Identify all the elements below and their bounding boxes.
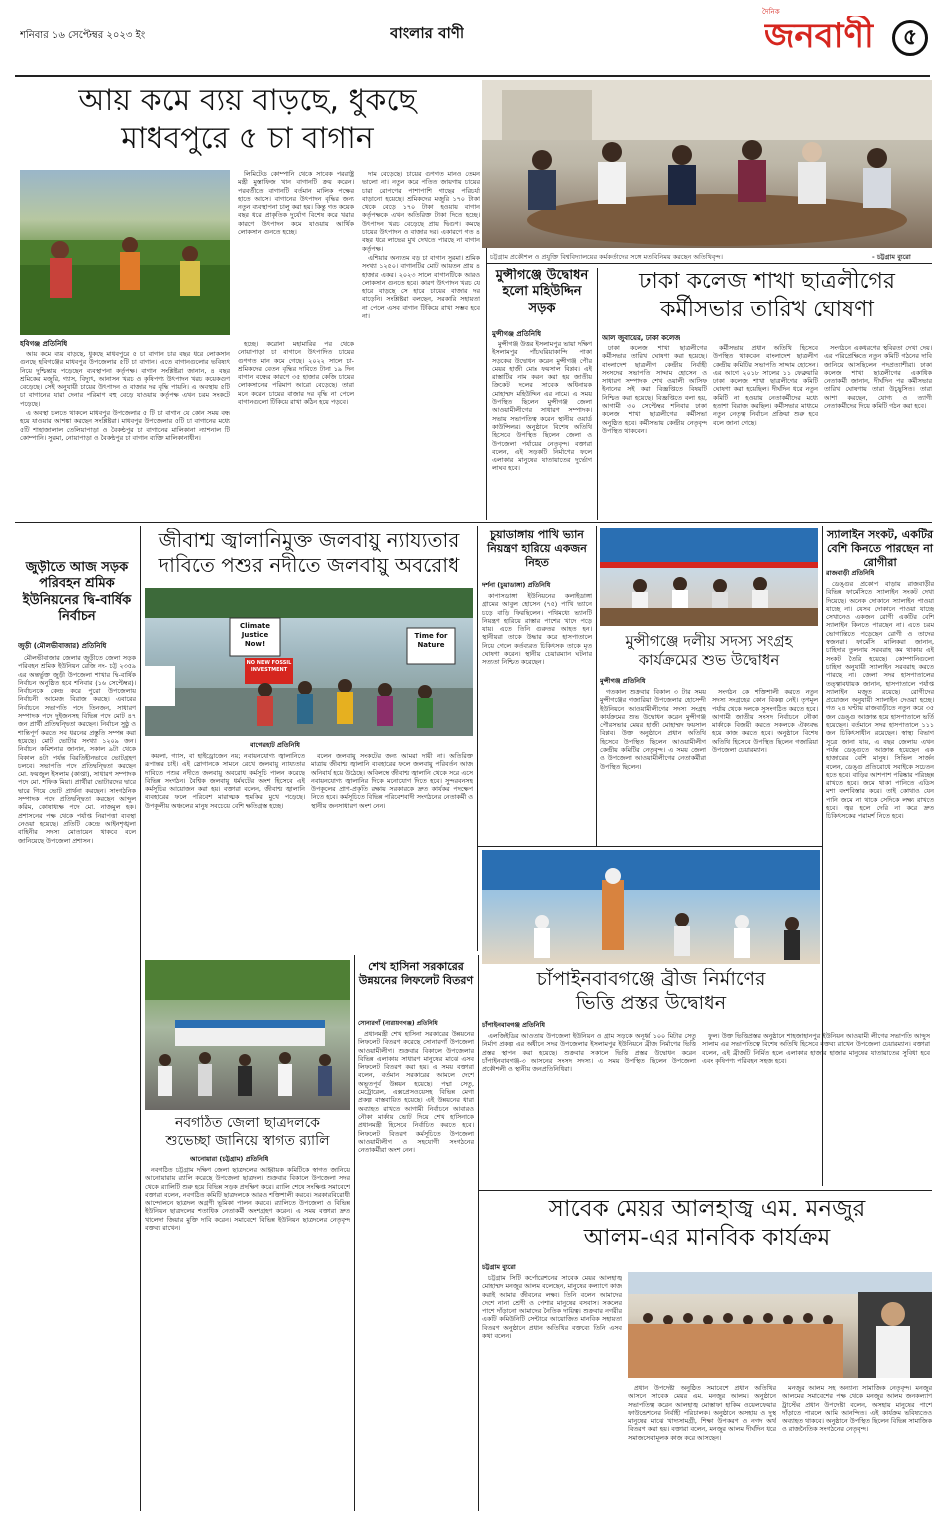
tea-pickers-illustration <box>20 170 230 335</box>
membership-photo <box>600 528 818 626</box>
fossil-headline-line2: দাবিতে পশুর নদীতে জলবায়ু অবরোধ <box>158 553 460 577</box>
fossil-headline <box>145 528 473 578</box>
rally-rule <box>354 955 355 1511</box>
mayor-event-photo <box>628 1272 932 1378</box>
logo-main-text <box>764 16 874 56</box>
leaflet-byline: সোনারগাঁ (নারায়ণগঞ্জ) প্রতিনিধি <box>358 1020 438 1027</box>
meeting-photo <box>482 80 932 248</box>
tea-headline-line1: আয় কমে ব্যয় বাড়ছে, ধুকছে <box>78 83 417 118</box>
mayor-col1-text: চট্টগ্রাম সিটি কর্পোরেশনের সাবেক মেয়র আলহাজ্ব মোহাম্মদ মনজুর আলম বলেছেন, মানুষের কল্যাণে কাজ করাই আমার জীবনের লক্ষ্য। তিনি বলেন আমাদের দেশে নানা শ্রেণী ও পেশার মানুষের বসবাস। সকলের পাশে দাঁড়ানো আমাদের নৈতিক দায়িত্ব। শুক্রবার নগরীর একটি কমিউনিটি সেন্টারে আয়োজিত মানবিক সহায়তা বিতরণ অনুষ্ঠানে প্রধান অতিথির বক্তব্যে তিনি এসব কথা বলেন। <box>482 1274 622 1341</box>
leaflet-headline: শেখ হাসিনা সরকারের উন্নয়নের লিফলেট বিতরণ <box>358 960 474 987</box>
tea-headline <box>15 82 480 157</box>
section-title: বাংলার বাণী <box>390 24 465 42</box>
bridge-illustration <box>482 850 820 964</box>
tea-garden-photo <box>20 170 230 335</box>
bridge-col-2 <box>702 1032 930 1187</box>
mayor-byline: চট্টগ্রাম ব্যুরো <box>482 1263 516 1271</box>
membership-illustration <box>600 528 818 626</box>
dhaka-headline-line1: ঢাকা কলেজ শাখা ছাত্রলীগের <box>638 269 896 294</box>
tea-col3b-para: এশিয়ার অন্যতম বড় চা বাগান সুরমা। শ্রমিক সংখ্যা ১২৫০। বাগানটির মোট আয়তন প্রায় ৪ হাজার একর। ২০২৩ সালে বাগানটিকে আরও লোকসান গুনতে হবে। কারণ উৎপাদন খরচ যে হারে বাড়ছে সে হারে চায়ের বাজার দর বাড়েনি। সংশ্লিষ্টরা বলছেন, সরকারি সহায়তা না পেলে এসব বাগান টিকিয়ে রাখা সম্ভব হবে না। <box>362 253 480 321</box>
membership-col-1 <box>600 688 706 838</box>
photo-rule <box>486 263 932 264</box>
rally-body <box>145 1166 350 1511</box>
saline-body-text: ডেঙ্গুর প্রকোপ বাড়ায় রাজবাড়ীর বিভিন্ন ফার্মেসিতে স্যালাইন সংকট দেখা দিয়েছে। অনেক দোকানে স্যালাইন পাওয়া যাচ্ছে না। যেসব দোকানে পাওয়া যাচ্ছে সেখানেও একজন রোগী একটির বেশি স্যালাইন কিনতে পারছেন না। এতে চরম ভোগান্তিতে পড়েছেন রোগী ও তাদের স্বজনরা। ফার্মেসি মালিকরা জানান, চাহিদার তুলনায় সরবরাহ কম থাকায় এই সংকট তৈরি হয়েছে। কোম্পানিগুলো চাহিদা অনুযায়ী স্যালাইন সরবরাহ করতে পারছে না। জেলা সদর হাসপাতালের তত্ত্বাবধায়ক জানান, হাসপাতালে পর্যাপ্ত স্যালাইন মজুত রয়েছে। রোগীদের প্রয়োজন অনুযায়ী স্যালাইন দেওয়া হচ্ছে। গত ২৪ ঘণ্টায় রাজবাড়ীতে নতুন করে ৩৫ জন ডেঙ্গু আক্রান্ত হয়ে হাসপাতালে ভর্তি হয়েছেন। বর্তমানে সদর হাসপাতালে ১১১ জন চিকিৎসাধীন রয়েছেন। স্বাস্থ্য বিভাগ সূত্রে জানা যায়, এ বছর জেলায় এখন পর্যন্ত ডেঙ্গুতে আক্রান্ত হয়েছেন এক হাজারের বেশি মানুষ। সিভিল সার্জন বলেন, ডেঙ্গু প্রতিরোধে সবাইকে সচেতন হতে হবে। বাড়ির আশপাশ পরিষ্কার পরিচ্ছন্ন রাখতে হবে। জমে থাকা পানিতে এডিস মশা বংশবিস্তার করে। তাই কোথাও যেন পানি জমে না থাকে সেদিকে লক্ষ্য রাখতে হবে। জ্বর হলে দেরি না করে দ্রুত চিকিৎসকের পরামর্শ নিতে হবে। <box>826 580 934 821</box>
workers-body <box>18 654 136 1509</box>
tea-col1-para: আয় কমে ব্যয় বাড়ছে, ধুকছে মাধবপুরে ৫ চা বাগান চার বছর ধরে লোকসান গুনছে হবিগঞ্জের মাধবপুর উপজেলার ৫টি চা বাগান। এতে বাগানগুলোর ভবিষ্যৎ নিয়ে দুশ্চিন্তায় পড়েছেন ব্যবস্থাপনা কর্তৃপক্ষ। বাগান সংশ্লিষ্টরা জানান, ৪ বছর শ্রমিকের মজুরি, গ্যাস, বিদ্যুৎ, আনাসন খরচ ও কৃষিপণ্য উৎপাদন খরচ কয়েকগুণ বেড়েছে। সেই অনুযায়ী চায়ের উৎপাদন ও বাজার দর বৃদ্ধি পায়নি। এ অবস্থায় ৫টি চা বাগানের যারা দেনার পরিমাণ বহু বেড়ে যাওয়ায় কর্তৃপক্ষ এখন চরম সংকটে পড়েছে। <box>20 350 230 408</box>
masthead-rule <box>15 75 930 77</box>
road-body <box>492 340 592 520</box>
bridge-ceremony-photo <box>482 850 820 964</box>
road-body-text: মুন্সীগঞ্জ উত্তর ইসলামপুর ভায়া দক্ষিণ ইসলামপুর পাঁচঘরিয়াকান্দি পাকা সড়কের উদ্বোধন করেন মুন্সীগঞ্জ পৌর মেয়র হাজী মোঃ ফয়সাল বিপ্লব। এই রাস্তাটির নাম করন করা হয় জাতীয় ক্রিকেট দলের সাবেক অধিনায়ক মোহাম্মদ মহিউদ্দিন এর নামে। এ সময় উপস্থিত ছিলেন মুন্সীগঞ্জ জেলা আওয়ামীলীগের সাধারণ সম্পাদক। সভায় সভাপতিত্ব করেন স্থানীয় ওয়ার্ড কাউন্সিলর। অনুষ্ঠানে বিশেষ অতিথি হিসেবে উপস্থিত ছিলেন জেলা ও উপজেলা পর্যায়ের নেতৃবৃন্দ। বক্তারা বলেন, এই সড়কটি নির্মাণের ফলে এলাকার মানুষের যাতায়াতের দুর্ভোগ লাঘব হবে। <box>492 340 592 473</box>
mayor-headline-line1: সাবেক মেয়র আলহাজ্ব এম. মনজুর <box>548 1196 866 1222</box>
bird-body-text: কাপাসডাঙ্গা ইউনিয়নের কলাইডাঙ্গা গ্রামের আবুল হোসেন (৭৫) পাখি ভ্যানে চড়ে বাড়ি ফিরছিলেন। পথিমধ্যে ভ্যানটি নিয়ন্ত্রণ হারিয়ে রাস্তার পাশের খাদে পড়ে যায়। এতে তিনি গুরুতর আহত হন। স্থানীয়রা তাকে উদ্ধার করে হাসপাতালে নিয়ে গেলে কর্তব্যরত চিকিৎসক তাকে মৃত ঘোষণা করেন। স্থানীয় চেয়ারম্যান ঘটনার সত্যতা নিশ্চিত করেছেন। <box>482 592 592 667</box>
dhaka-col2-text: কর্মীসভায় প্রধান অতিথি হিসেবে উপস্থিত থাকবেন বাংলাদেশ ছাত্রলীগ কেন্দ্রীয় কমিটির সভাপতি সাদ্দাম হোসেন। এর আগে ২০১৮ সালের ১১ ফেব্রুয়ারি ঢাকা কলেজ শাখা ছাত্রলীগের কমিটি ঘোষণা করা হয়েছিল। দীর্ঘদিন ধরে নতুন কমিটি না হওয়ায় নেতাকর্মীদের মধ্যে হতাশা বিরাজ করছিল। কর্মীসভার মাধ্যমে নতুন নেতৃত্ব নির্বাচন প্রক্রিয়া শুরু হবে বলে জানা গেছে। <box>713 344 818 427</box>
page-number: ৫ <box>892 20 928 56</box>
fossil-col-1 <box>145 752 305 947</box>
rally-headline-line2: শুভেচ্ছা জানিয়ে স্বাগত র‍্যালি <box>165 1132 330 1149</box>
membership-col2-text: সংগঠন কে শক্তিশালী করতে নতুন সদস্য সংগ্রহের কোন বিকল্প নেই। তৃণমূল পর্যায় থেকে দলকে সুসংগঠিত করতে হবে। আগামী জাতীয় সংসদ নির্বাচনে নৌকা মার্কাকে বিজয়ী করতে সকলকে ঐক্যবদ্ধ হয়ে কাজ করতে হবে। অনুষ্ঠানে বিশেষ অতিথি হিসেবে উপস্থিত ছিলেন গজারিয়া উপজেলা চেয়ারম্যান। <box>712 688 818 755</box>
saline-headline: স্যালাইন সংকট, একটির বেশি কিনতে পারছেন না রোগীরা <box>826 528 934 569</box>
fossil-headline-line1: জীবাশ্ম জ্বালানিমুক্ত জলবায়ু ন্যায্যতার <box>158 528 460 552</box>
mayor-col-1 <box>482 1274 622 1510</box>
tea-photo-byline: হবিগঞ্জ প্রতিনিধি <box>20 340 68 348</box>
bridge-top-rule <box>478 846 822 847</box>
leaflet-body <box>358 1030 474 1511</box>
dhaka-col-2 <box>713 344 818 520</box>
road-rule <box>597 268 598 520</box>
tea-col2b-para: হচ্ছে। করোনা মহামারির পর থেকে নোয়াপাড়া চা বাগানে উৎপাদিত চায়ের গুণগত মান কমে গেছে। ২০২২ সালে চা-শ্রমিকদের বেতন বৃদ্ধির দাবিতে টানা ১৯ দিন বাগান বন্ধের কারণে ৩৫ হাজার কেজি চায়ের লোকসানের পরিমাণ আরো বেড়েছে। তারা মনে করেন চায়ের বাজার দর বৃদ্ধি না পেলে বাগানগুলো টিকিয়ে রাখা কঠিন হয়ে পড়বে। <box>238 340 354 407</box>
fossil-col2-text: বলেন জলবায়ু সংকটের জন্য আমরা দায়ী না। অতিরিক্ত মাত্রায় জীবাশ্ম জ্বালানি ব্যবহারের ফলে জলবায়ু পরিবর্তন আজ অনিবার্য হয়ে উঠেছে। অবিলম্বে জীবাশ্ম জ্বালানি থেকে সরে এসে নবায়নযোগ্য জ্বালানির দিকে মনোযোগ দিতে হবে। সুন্দরবনসহ উপকূলের প্রাণ-প্রকৃতি রক্ষায় সরকারকে দ্রুত কার্যকর পদক্ষেপ নিতে হবে। কর্মসূচিতে বিভিন্ন পরিবেশবাদী সংগঠনের নেতাকর্মী ও স্থানীয় জনসাধারণ অংশ নেন। <box>311 752 473 810</box>
left-column-rule <box>140 526 141 1511</box>
bridge-headline-line2: ভিত্তি প্রস্তর উদ্বোধন <box>575 991 727 1014</box>
mayor-headline <box>482 1195 932 1253</box>
dhaka-college-headline <box>602 268 932 323</box>
bird-byline: দর্শনা (চুয়াডাঙ্গা) প্রতিনিধি <box>482 581 551 589</box>
dhaka-headline-line2: কর্মীসভার তারিখ ঘোষণা <box>660 296 874 322</box>
mayor-col-2 <box>628 1384 776 1510</box>
bridge-col-1 <box>482 1032 696 1187</box>
rally-illustration <box>145 960 350 1110</box>
fossil-col-2 <box>311 752 473 947</box>
bridge-col2-text: ফুল। উক্ত ভিত্তিপ্রস্তর অনুষ্ঠানে শাহজাহানপুর ইউনিয়ন আওয়ামী লীগের সভাপতি আব্দুস সালাম এর সভাপতিত্বে বিশেষ অতিথি হিসেবে বক্তব্য রাখেন উপজেলা চেয়ারম্যান। বক্তারা বলেন, এই ব্রীজটি নির্মিত হলে এলাকার হাজার হাজার মানুষের যাতায়াতের সুবিধা হবে এবং কৃষিপণ্য পরিবহন সহজ হবে। <box>702 1032 930 1065</box>
tea-col2-para: লিমিটেড কোম্পানি থেকে সাবেক পররাষ্ট্র মন্ত্রী মুস্তাফিজ খান বাগানটি ক্রয় করেন। পরবর্তীতে বাগানটি বর্তমান মালিক পক্ষের হাতে আসে। বাগানের উৎপাদন বৃদ্ধির জন্য নতুন ব্যবস্থাপনা চালু করা হয়। কিন্তু গত কয়েক বছর ধরে প্রাকৃতিক দুর্যোগ বিশেষ করে খরার কারণে উৎপাদন কমে যাওয়ায় আর্থিক লোকসান গুনতে হচ্ছে। <box>238 170 354 237</box>
bird-headline: চুয়াডাঙ্গায় পাখি ভ্যান নিয়ন্ত্রণ হারিয়ে একজন নিহত <box>487 528 587 569</box>
meeting-photo-caption: চট্টগ্রাম প্রকৌশল ও প্রযুক্তি বিশ্ববিদ্যালয়ের কর্মকর্তাদের সঙ্গে মতবিনিময় করছেন অতিথিবৃন্দ। <box>490 253 723 261</box>
mayor-col-3 <box>782 1384 932 1510</box>
membership-col1-text: গতকাল শুক্রবার বিকাল ৩ টার সময় মুন্সীগঞ্জের গজারিয়া উপজেলার হোসেন্দী ইউনিয়নে আওয়ামীলীগের সদস্য সংগ্রহ কার্যক্রমের শুভ উদ্বোধন করেন মুন্সীগঞ্জ পৌরসভার মেয়র হাজী মোহাম্মদ ফয়সাল বিপ্লব। উক্ত অনুষ্ঠানে প্রধান অতিথি হিসেবে উপস্থিত ছিলেন আওয়ামীলীগ কেন্দ্রীয় কমিটির নেতৃবৃন্দ। এ সময় জেলা ও উপজেলা আওয়ামীলীগের নেতাকর্মীরা উপস্থিত ছিলেন। <box>600 688 706 771</box>
dhaka-byline: আল জুবায়ের, ঢাকা কলেজ <box>602 334 681 342</box>
mayor-event-illustration <box>628 1272 932 1378</box>
road-byline: মুন্সীগঞ্জ প্রতিনিধি <box>492 330 541 338</box>
leaflet-rule <box>478 955 479 1511</box>
membership-headline-line2: কার্যক্রমের শুভ উদ্বোধন <box>638 650 780 669</box>
masthead <box>0 0 945 78</box>
placard-nature: Time for Nature <box>414 632 448 649</box>
bridge-headline-line1: চাঁপাইনবাবগঞ্জে ব্রীজ নির্মাণের <box>536 968 766 990</box>
logo-main: জনবাণী <box>764 16 874 56</box>
newspaper-logo <box>760 2 940 72</box>
bird-body <box>482 592 592 842</box>
issue-date: শনিবার ১৬ সেপ্টেম্বর ২০২৩ ইং <box>20 30 146 41</box>
rally-body-text: নবগঠিত চট্টগ্রাম দক্ষিণ জেলা ছাত্রদলের আহ্বায়ক কমিটিকে স্বাগত জানিয়ে আনোয়ারায় র‍্যালি করেছে উপজেলা ছাত্রদল। শুক্রবার বিকালে উপজেলা সদর থেকে র‍্যালিটি শুরু হয়ে বিভিন্ন সড়ক প্রদক্ষিণ করে। র‍্যালি শেষে সংক্ষিপ্ত সমাবেশে বক্তারা বলেন, নবগঠিত কমিটি ছাত্রদলকে আরও শক্তিশালী করবে। সরকারবিরোধী আন্দোলনে ছাত্রদল অগ্রণী ভূমিকা পালন করবে। র‍্যালিতে উপজেলা ও বিভিন্ন ইউনিয়ন ছাত্রদলের শতাধিক নেতাকর্মী অংশগ্রহণ করেন। এ সময় বক্তারা দ্রুত খালেদা জিয়ার মুক্তি দাবি করেন। সমাবেশে বিভিন্ন ইউনিয়ন ছাত্রদলের নেতৃবৃন্দ বক্তব্য রাখেন। <box>145 1166 350 1233</box>
bird-rule <box>596 526 597 846</box>
dhaka-col3-text: সংগঠনে একধরণের স্থবিরতা দেখা দেয়। এর পরিপ্রেক্ষিতে নতুন কমিটি গঠনের দাবি জানিয়ে আসছিলেন পদপ্রত্যাশীরা। ঢাকা কলেজ শাখা ছাত্রলীগের একাধিক নেতাকর্মী জানান, দীর্ঘদিন পর কর্মীসভার তারিখ ঘোষণায় তারা উচ্ছ্বসিত। তারা আশা করছেন, যোগ্য ও ত্যাগী নেতাকর্মীদের দিয়ে কমিটি গঠন করা হবে। <box>824 344 932 411</box>
bridge-headline <box>482 968 820 1016</box>
meeting-photo-credit: - চট্টগ্রাম ব্যুরো <box>872 253 911 261</box>
leaflet-body-text: প্রধানমন্ত্রী শেখ হাসিনা সরকারের উন্নয়নের লিফলেট বিতরণ করেছে সোনারগাঁ উপজেলা আওয়ামীলীগ। শুক্রবার বিকালে উপজেলার বিভিন্ন এলাকায় সাধারণ মানুষের মাঝে এসব লিফলেট বিতরণ করা হয়। এ সময় বক্তারা বলেন, বর্তমান সরকারের আমলে দেশে অভূতপূর্ব উন্নয়ন হয়েছে। পদ্মা সেতু, মেট্রোরেল, এক্সপ্রেসওয়েসহ বিভিন্ন মেগা প্রকল্প বাস্তবায়িত হয়েছে। এই উন্নয়নের ধারা অব্যাহত রাখতে আগামী নির্বাচনে আবারও নৌকা মার্কায় ভোট দিয়ে শেখ হাসিনাকে প্রধানমন্ত্রী হিসেবে নির্বাচিত করতে হবে। লিফলেট বিতরণ কর্মসূচিতে উপজেলা আওয়ামীলীগ ও সহযোগী সংগঠনের নেতাকর্মীরা অংশ নেন। <box>358 1030 474 1155</box>
tea-column-1 <box>20 350 230 515</box>
bridge-byline: চাঁপাইনবাবগঞ্জ প্রতিনিধি <box>482 1021 545 1029</box>
fossil-col1-text: কয়লা, গ্যাস, বা হাইড্রোজেন নয়; নবায়নযোগ্য জ্বালানিতে রূপান্তর চাই। এই স্লোগানকে সামনে রেখে জলবায়ু ন্যায্যতার দাবিতে পশুর নদীতে জলবায়ু অবরোধ কর্মসূচি পালন করেছে বিভিন্ন সংগঠন। বৈশ্বিক জলবায়ু ধর্মঘটের অংশ হিসেবে এই কর্মসূচির আয়োজন করা হয়। বক্তারা বলেন, জীবাশ্ম জ্বালানি ব্যবহারের ফলে পরিবেশ মারাত্মক হুমকির মুখে পড়েছে। উপকূলীয় অঞ্চলের মানুষ সবচেয়ে বেশি ক্ষতিগ্রস্ত হচ্ছে। <box>145 752 305 810</box>
placard-climate: Climate Justice Now! <box>239 622 271 648</box>
logo-small-text: দৈনিক <box>762 8 780 16</box>
mayor-col2-text: প্রধান উপদেষ্টা অনুষ্ঠিত সমাবেশে প্রধান অতিথির আসনে সাবেক মেয়র এম. মনজুর আলম। অনুষ্ঠানে সভাপতিত্ব করেন আলহাজ্ব মোস্তাফা হাকিম ওয়েলফেয়ার ফাউন্ডেশনের নির্বাহী পরিচালক। অনুষ্ঠানে অসহায় ও দুস্থ মানুষের মাঝে খাদ্যসামগ্রী, শিক্ষা উপকরণ ও নগদ অর্থ বিতরণ করা হয়। বক্তারা বলেন, মনজুর আলম দীর্ঘদিন ধরে সমাজসেবামূলক কাজ করে আসছেন। <box>628 1384 776 1442</box>
dhaka-col-3 <box>824 344 932 520</box>
membership-headline-line1: মুন্সীগঞ্জে দলীয় সদস্য সংগ্রহ <box>625 632 793 650</box>
tea-col1b-para: এ অবস্থা চলতে থাকলে মাধবপুর উপজেলার ৫ টি চা বাগান যে কোন সময় বন্ধ হয়ে যাওয়ার আশঙ্কা করছেন সংশ্লিষ্টরা। মাধবপুর উপজেলার ৫টি চা বাগানের মধ্যে ৫টি শাহাজালাল তেলিয়াপাড়া ও বৈকন্ঠপুর চা বাগানের মালিকানা ন্যাশনাল টি কোম্পানি। সুরমা, নোয়াপাড়া ও বৈকন্ঠপুর চা বাগান ব্যক্তি মালিকানাধীন। <box>20 409 230 442</box>
meeting-illustration <box>482 80 932 248</box>
tea-column-2 <box>238 170 354 335</box>
workers-body-text: মৌলভীবাজার জেলার জুড়ীতে জেলা সড়ক পরিবহন শ্রমিক ইউনিয়ন রেজি নং- চট্ট ২৩৫৯ এর অন্তর্ভুক্ত জুড়ী উপজেলা শাখার দ্বি-বার্ষিক নির্বাচন অনুষ্ঠিত হবে শনিবার (১৬ সেপ্টেম্বর)। নির্বাচনকে কেন্দ্র করে পুরো উপজেলায় নির্বাচনী আমেজ বিরাজ করছে। এবারের নির্বাচনে সভাপতি পদে তিনজন, সাধারণ সম্পাদক পদে দুইজনসহ বিভিন্ন পদে মোট ৪৭ জন প্রার্থী প্রতিদ্বন্দ্বিতা করছেন। নির্বাচন সুষ্ঠু ও শান্তিপূর্ণ করতে সব ধরনের প্রস্তুতি সম্পন্ন করা হয়েছে। মোট ভোটার সংখ্যা ১২০৯ জন। নির্বাচন কমিশনার জানান, সকাল ৯টা থেকে বিকাল ৪টা পর্যন্ত বিরতিহীনভাবে ভোটগ্রহণ চলবে। সভাপতি পদে প্রতিদ্বন্দ্বিতা করছেন মো. ফয়জুল ইসলাম (কাপ্তা), সাধারণ সম্পাদক পদে মো. শফিক মিয়া। প্রার্থীরা ভোটারদের দ্বারে দ্বারে গিয়ে ভোট প্রার্থনা করছেন। সাংগঠনিক সম্পাদক পদে প্রতিদ্বন্দ্বিতা করছেন আব্দুল করিম, কোষাধ্যক্ষ পদে মো. নাজমুল হক। প্রশাসনের পক্ষ থেকে পর্যাপ্ত নিরাপত্তা ব্যবস্থা নেওয়া হয়েছে। প্রতিটি কেন্দ্রে আইনশৃঙ্খলা বাহিনীর সদস্য মোতায়েন থাকবে বলে জানিয়েছে উপজেলা প্রশাসন। <box>18 654 136 845</box>
mayor-top-rule <box>478 1190 932 1191</box>
tea-column-2b <box>238 340 354 515</box>
membership-headline <box>600 632 818 670</box>
rally-photo <box>145 960 350 1110</box>
mayor-col3-text: মনজুর আলম সহ অন্যান্য সামাজিক নেতৃবৃন্দ। মনজুর আলমের সমাবেশের পক্ষ থেকে মনজুর আলম জনকল্যাণ ট্রাস্টের প্রধান উপদেষ্টা বলেন, অসহায় মানুষের পাশে দাঁড়াতে পারলে আমি আনন্দিত। এই কার্যক্রম ভবিষ্যতেও অব্যাহত থাকবে। অনুষ্ঠানে উপস্থিত ছিলেন বিভিন্ন সামাজিক ও রাজনৈতিক সংগঠনের নেতৃবৃন্দ। <box>782 1384 932 1434</box>
bridge-col1-text: এলজিইডির আওতায় উপজেলা ইউনিয়ন ও গ্রাম সড়কে অনূর্ধ্ব ১০০ মিটার সেতু নির্মাণ প্রকল্প এর অধীনে সদর উপজেলার ইসলামপুর ইউনিয়নে ব্রীজ নির্মাণের ভিত্তি প্রস্তর স্থাপন করা হয়েছে। শুক্রবার সকালে ভিত্তি প্রস্তর উদ্বোধন করেন চাঁপাইনবাবগঞ্জ-৩ আসনের সংসদ সদস্য। এ সময় উপস্থিত ছিলেন উপজেলা প্রকৌশলী ও স্থানীয় জনপ্রতিনিধিরা। <box>482 1032 696 1074</box>
saline-byline: রাজবাড়ী প্রতিনিধি <box>826 569 875 577</box>
membership-byline: মুন্সীগঞ্জ প্রতিনিধি <box>600 677 646 685</box>
rally-headline-line1: নবগঠিত জেলা ছাত্রদলকে <box>175 1115 320 1131</box>
dhaka-col-1 <box>602 344 707 520</box>
dhaka-col1-text: ঢাকা কলেজ শাখা ছাত্রলীগের কর্মীসভার তারিখ ঘোষণা করা হয়েছে। বাংলাদেশ ছাত্রলীগ কেন্দ্রীয় নির্বাহী সংসদের সভাপতি সাদ্দাম হোসেন ও সাধারণ সম্পাদক শেখ ওয়ালী আসিফ ইনানের সই করা বিজ্ঞপ্তিতে বিষয়টি নিশ্চিত করা হয়েছে। বিজ্ঞপ্তিতে বলা হয়, আগামী ৩০ সেপ্টেম্বর শনিবার ঢাকা কলেজ শাখা ছাত্রলীগের কর্মীসভা অনুষ্ঠিত হবে। কর্মীসভায় কেন্দ্রীয় নেতৃবৃন্দ উপস্থিত থাকবেন। <box>602 344 707 435</box>
workers-headline: জুড়ীতে আজ সড়ক পরিবহন শ্রমিক ইউনিয়নের দ্বি-বার্ষিক নির্বাচন <box>22 560 132 624</box>
tea-headline-line2: মাধবপুরে ৫ চা বাগান <box>121 120 374 156</box>
placard-invest: NO NEW FOSSIL INVESTMENT <box>246 660 292 673</box>
workers-byline: জুড়ী (মৌলভীবাজার) প্রতিনিধি <box>18 642 107 650</box>
tea-col3-para: দাম বেড়েছে। চায়ের গুণগত মানও তেমন ভালো না। নতুন করে পতিত জায়গায় চায়ের চারা রোপণের পাশাপাশি গাছের পরিচর্যা বাড়ানো হয়েছে। শ্রমিকদের মজুরি ১৭০ টাকা থেকে বেড়ে ১৭০ টাকা হওয়ায় বাগান কর্তৃপক্ষকে এখন অতিরিক্ত টাকা দিতে হচ্ছে। উৎপাদন খরচ বেড়েছে প্রায় দ্বিগুণ। কমছে চায়ের উৎপাদন ও বাজার দর। একারণে গত ৪ বছর ধরে লাভের মুখ দেখতে পারছে না বাগান কর্তৃপক্ষ। <box>362 170 480 253</box>
rally-byline: আনোয়ারা (চট্টগ্রাম) প্রতিনিধি <box>190 1155 269 1163</box>
membership-col-2 <box>712 688 818 838</box>
climate-protest-photo <box>145 588 473 736</box>
road-headline: মুন্সীগঞ্জে উদ্বোধন হলো মহিউদ্দিন সড়ক <box>495 268 589 316</box>
mayor-headline-line2: আলম-এর মানবিক কার্যক্রম <box>583 1224 831 1251</box>
rally-headline <box>145 1115 350 1150</box>
protest-illustration <box>145 588 473 736</box>
mid-column-rule <box>477 526 478 951</box>
section-rule-1 <box>15 522 932 523</box>
tea-column-3 <box>362 170 480 515</box>
fossil-byline: বাগেরহাট প্রতিনিধি <box>250 741 300 749</box>
